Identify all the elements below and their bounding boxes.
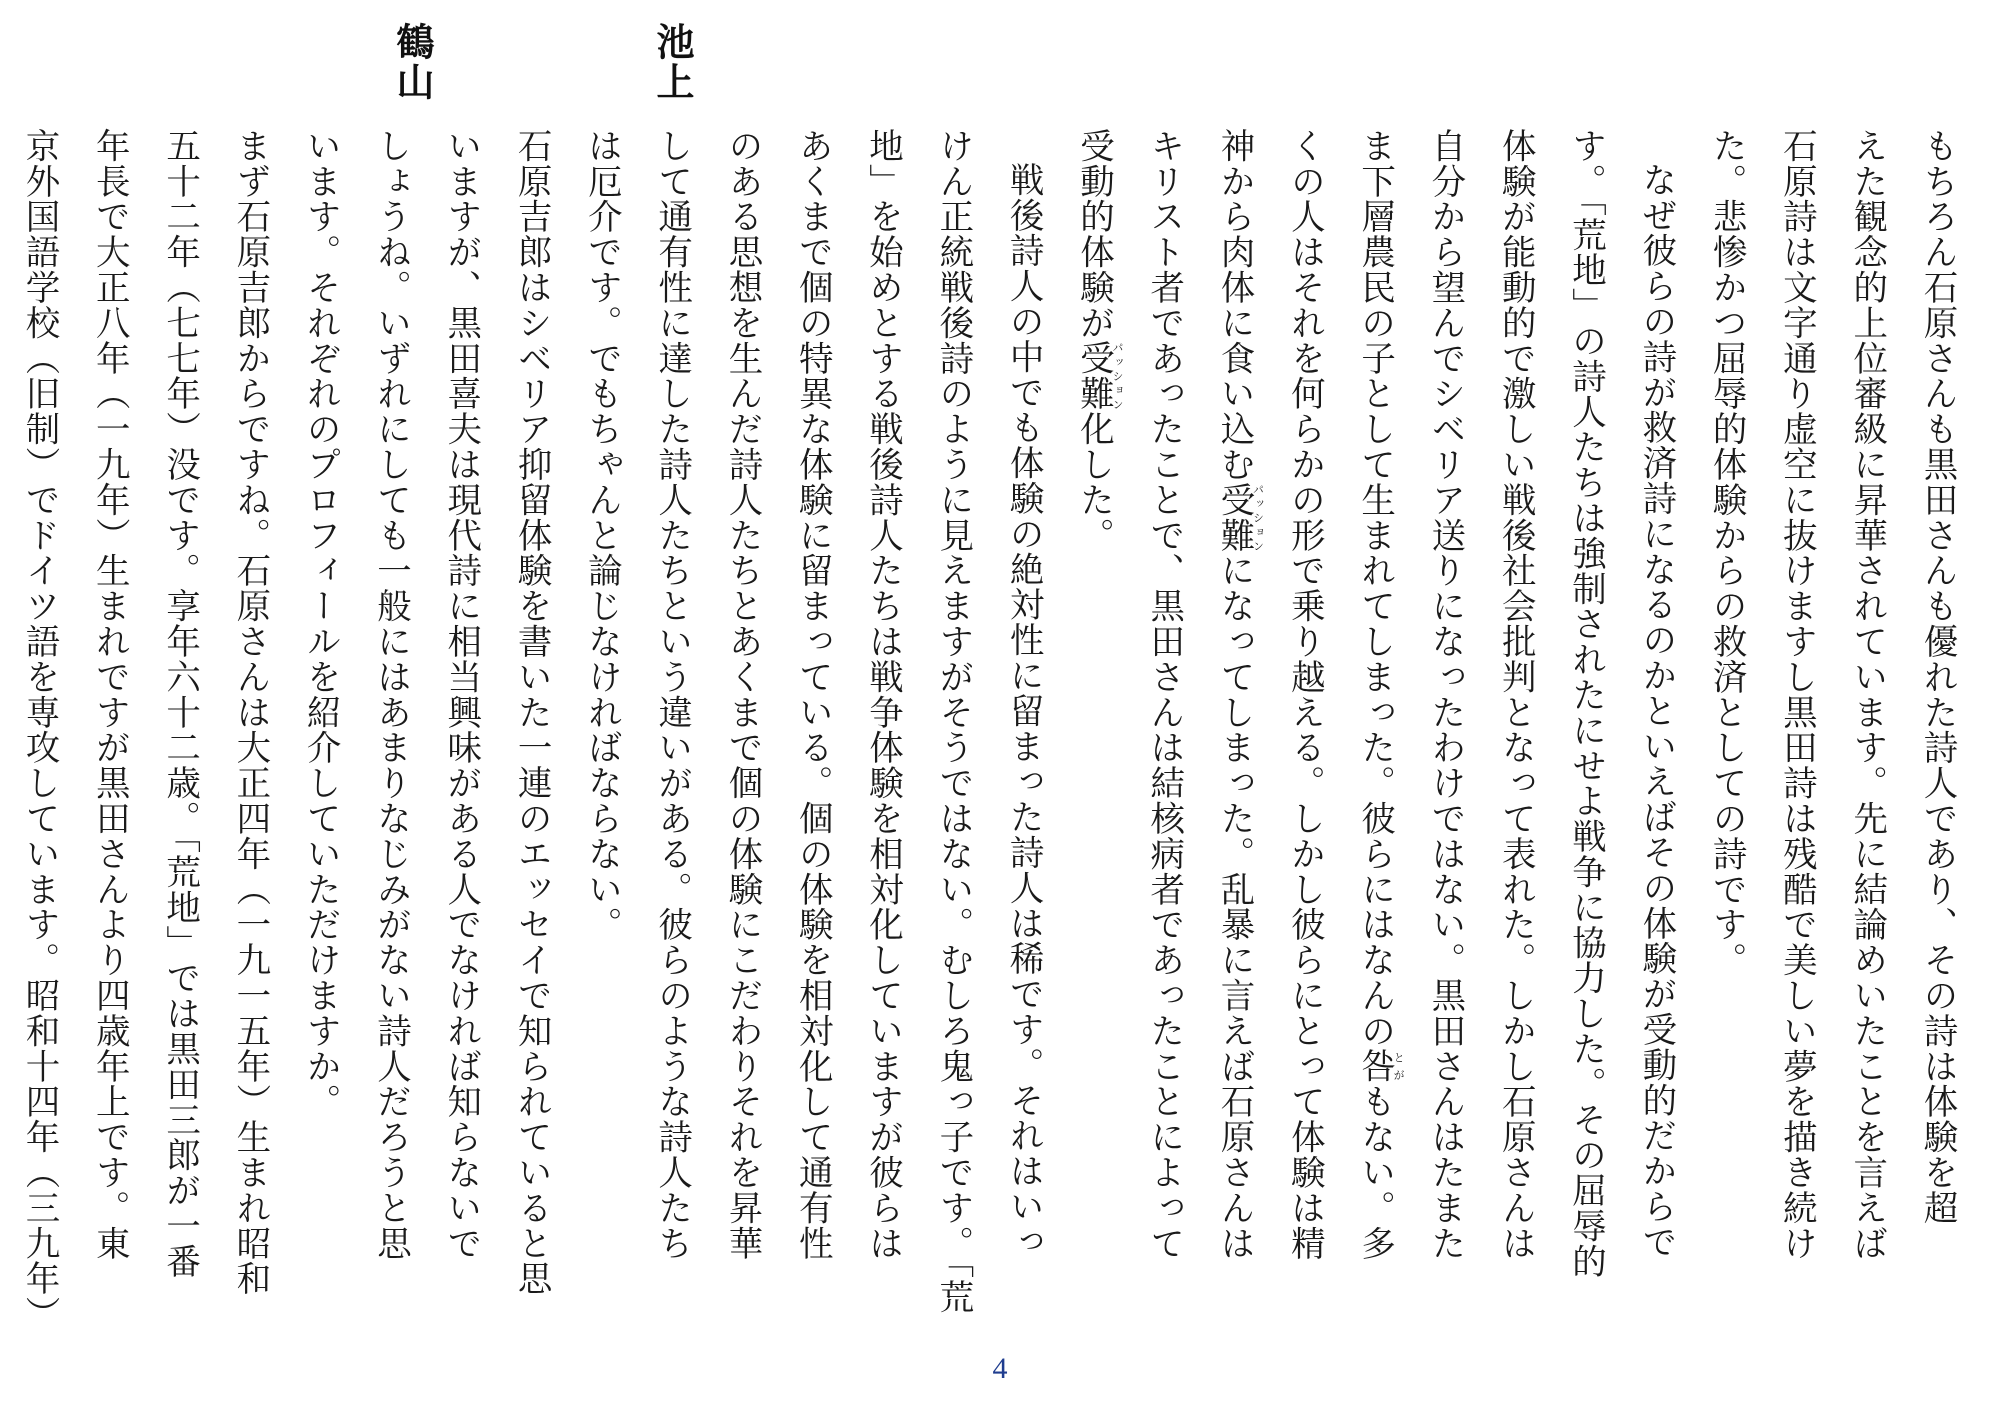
text-column: す。「荒地」の詩人たちは強制されたにせよ戦争に協力した。その屈辱的 (1565, 128, 1606, 1279)
text-column: 地」を始めとする戦後詩人たちは戦争体験を相対化していますが彼らは (862, 128, 903, 1261)
text-column: 年長で大正八年（一九年）生まれですが黒田さんより四歳年上です。東 (89, 128, 130, 1261)
ruby-reading: パッション (1110, 340, 1124, 412)
text-column: 五十二年（七七年）没です。享年六十二歳。「荒地」では黒田三郎が一番 (159, 128, 200, 1279)
speaker-ikegami: 池上 (650, 22, 695, 102)
ruby-base: 受難 (1214, 482, 1255, 553)
text-column: た。悲惨かつ屈辱的体験からの救済としての詩です。 (1706, 128, 1747, 978)
text-column: 京外国語学校（旧制）でドイツ語を専攻しています。昭和十四年（三九年） (18, 128, 59, 1332)
text-segment: ま下層農民の子として生まれてしまった。彼らにはなんの (1354, 128, 1395, 1049)
body-text (0, 128, 1972, 1348)
text-column: まず石原吉郎からですね。石原さんは大正四年（一九一五年）生まれ昭和 (229, 128, 270, 1297)
text-column-with-ruby (1058, 128, 1128, 1348)
text-column: して通有性に達した詩人たちという違いがある。彼らのような詩人たち (651, 128, 692, 1261)
text-column-with-ruby (1199, 128, 1269, 1348)
ruby-base: 咎 (1354, 1048, 1395, 1084)
ruby-passion-1 (1214, 482, 1265, 553)
ruby-reading: とが (1392, 1048, 1406, 1084)
text-column: キリスト者であったことで、黒田さんは結核病者であったことによって (1143, 128, 1184, 1261)
text-column: 体験が能動的で激しい戦後社会批判となって表れた。しかし石原さんは (1495, 128, 1536, 1261)
text-column: 石原詩は文字通り虚空に抜けますし黒田詩は残酷で美しい夢を描き続け (1776, 128, 1817, 1261)
text-segment: になってしまった。乱暴に言えば石原さんは (1214, 552, 1255, 1261)
text-column: なぜ彼らの詩が救済詩になるのかといえばその体験が受動的だからで (1635, 162, 1676, 1260)
text-column-with-ruby (1339, 128, 1409, 1348)
text-segment: もない。多 (1354, 1083, 1395, 1261)
text-column: 自分から望んでシベリア送りになったわけではない。黒田さんはたまた (1424, 128, 1465, 1261)
text-column: 石原吉郎はシベリア抑留体験を書いた一連のエッセイで知られていると思 (511, 128, 552, 1297)
text-column: しょうね。いずれにしても一般にはあまりなじみがない詩人だろうと思 (370, 128, 411, 1261)
text-column: えた観念的上位審級に昇華されています。先に結論めいたことを言えば (1846, 128, 1887, 1261)
text-segment: 神から肉体に食い込む (1214, 128, 1255, 482)
text-column: いますが、黒田喜夫は現代詩に相当興味がある人でなければ知らないで (440, 128, 481, 1261)
ruby-base: 受難 (1073, 340, 1114, 412)
text-column: くの人はそれを何らかの形で乗り越える。しかし彼らにとって体験は精 (1284, 128, 1325, 1261)
text-column: のある思想を生んだ詩人たちとあくまで個の体験にこだわりそれを昇華 (721, 128, 762, 1261)
text-column: もちろん石原さんも黒田さんも優れた詩人であり、その詩は体験を超 (1917, 128, 1957, 1226)
ruby-reading: パッション (1251, 482, 1265, 553)
text-column: あくまで個の特異な体験に留まっている。個の体験を相対化して通有性 (792, 128, 833, 1261)
text-column: は厄介です。でもちゃんと論じなければならない。 (581, 128, 622, 943)
text-segment: 受動的体験が (1073, 128, 1114, 341)
text-segment: 化した。 (1073, 411, 1114, 553)
text-column: います。それぞれのプロフィールを紹介していただけますか。 (300, 128, 341, 1120)
ruby-passion-2 (1073, 340, 1124, 412)
text-column (0, 128, 4, 1348)
page-number: 4 (992, 1352, 1008, 1385)
text-column: 戦後詩人の中でも体験の絶対性に留まった詩人は稀です。それはいっ (1003, 162, 1044, 1260)
ruby-toga (1354, 1048, 1406, 1084)
speaker-tsuruyama: 鶴山 (390, 22, 435, 102)
text-column: けん正統戦後詩のように見えますがそうではない。むしろ鬼っ子です。「荒 (932, 128, 973, 1315)
